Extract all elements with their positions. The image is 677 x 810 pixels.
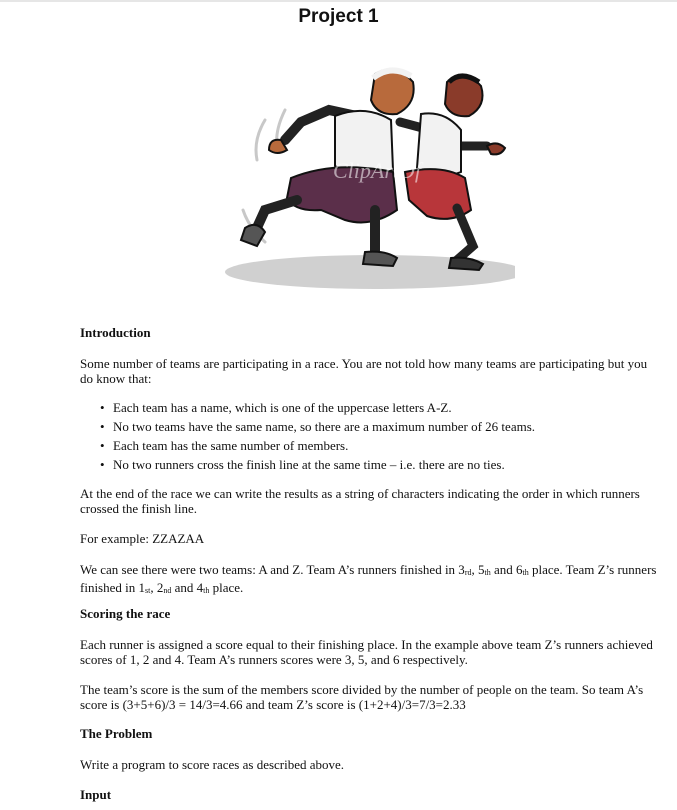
list-item [100, 455, 535, 474]
watermark-text: ClipArtOf [333, 158, 422, 183]
heading-problem: The Problem [80, 726, 153, 741]
page-title: Project 1 [298, 6, 379, 27]
problem-paragraph: Write a program to score races as described above. [80, 757, 345, 772]
heading-input: Input [80, 787, 112, 802]
example-explanation: We can see there were two teams: A and Z. Team A’s runners finished in $3_{rd}$, $5_{th}$ and $6_{th}$ place. Team Z’s runners finished in $1_{st}$, $2_{nd}$ and $4_{th}$ place. [80, 562, 657, 595]
heading-introduction: Introduction [80, 325, 151, 340]
rules-list [100, 398, 535, 474]
list-item [100, 436, 535, 455]
list-item-text: Each team has the same number of members. [113, 438, 349, 453]
runners-drawing [225, 60, 515, 290]
list-item-text: No two teams have the same name, so there are a maximum number of 26 teams. [113, 419, 536, 434]
runners-illustration [225, 60, 515, 290]
page-top-border [0, 0, 677, 2]
example-line: For example: ZZAZAA [80, 531, 205, 546]
list-item-text: No two runners cross the finish line at the same time – i.e. there are no ties. [113, 457, 505, 472]
heading-scoring: Scoring the race [80, 606, 171, 621]
intro-paragraph-2: At the end of the race we can write the results as a string of characters indicating the order in which runners crossed the finish line. [80, 486, 640, 516]
list-item-text: Each team has a name, which is one of the uppercase letters A-Z. [113, 400, 452, 415]
scoring-paragraph-2: The team’s score is the sum of the members score divided by the number of people on the team. So team A’s score is (3+5+6)/3 = 14/3=4.66 and team Z’s score is (1+2+4)/3=7/3=2.33 [80, 682, 644, 712]
list-item [100, 417, 535, 436]
scoring-paragraph-1: Each runner is assigned a score equal to their finishing place. In the example above team Z’s runners achieved scores of 1, 2 and 4. Team A’s runners scores were 3, 5, and 6 respectively. [80, 637, 653, 667]
intro-paragraph-1: Some number of teams are participating in a race. You are not told how many teams are participating but you do know that: [80, 356, 648, 386]
list-item [100, 398, 535, 417]
